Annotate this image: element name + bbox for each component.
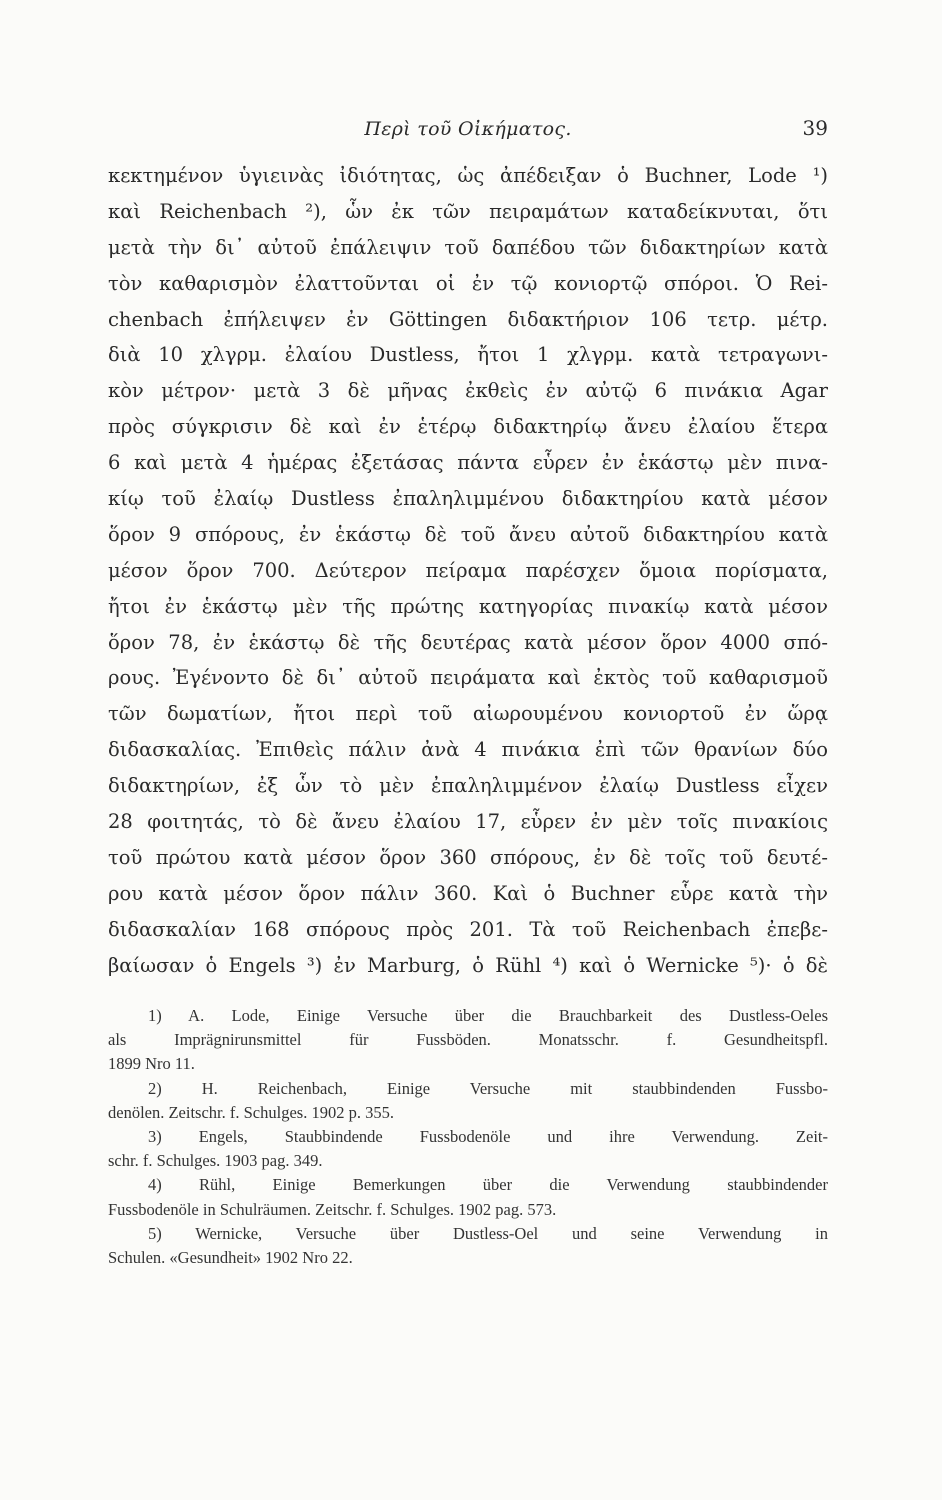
text-line: ρου κατὰ μέσον ὅρον πάλιν 360. Καὶ ὁ Buchner εὗρε κατὰ τὴν <box>108 881 828 905</box>
text-line: κεκτημένον ὑγιεινὰς ἰδιότητας, ὡς ἀπέδειξαν ὁ Buchner, Lode ¹) <box>108 164 828 187</box>
text-line: ἤτοι ἐν ἑκάστῳ μὲν τῆς πρώτης κατηγορίας πινακίῳ κατὰ μέσον <box>108 594 828 618</box>
text-line: μετὰ τὴν δι᾽ αὐτοῦ ἐπάλειψιν τοῦ δαπέδου τῶν διδακτηρίων κατὰ <box>108 235 828 259</box>
text-line: ὅρον 9 σπόρους, ἐν ἑκάστῳ δὲ τοῦ ἄνευ αὐτοῦ διδακτηρίου κατὰ <box>108 522 828 546</box>
running-title: Περὶ τοῦ Οἰκήματος. <box>364 118 572 140</box>
text-line: τὸν καθαρισμὸν ἐλαττοῦνται οἱ ἐν τῷ κονιορτῷ σπόροι. Ὁ Rei- <box>108 271 828 295</box>
footnote-line: 3) Engels, Staubbindende Fussbodenöle und ihre Verwendung. Zeit- <box>148 1126 828 1146</box>
running-head <box>108 112 828 142</box>
text-line: πρὸς σύγκρισιν δὲ καὶ ἐν ἑτέρῳ διδακτηρίῳ ἄνευ ἐλαίου ἕτερα <box>108 415 828 439</box>
body-text <box>108 158 828 983</box>
text-line: διδασκαλίας. Ἐπιθεὶς πάλιν ἀνὰ 4 πινάκια ἐπὶ τῶν θρανίων δύο <box>108 738 828 762</box>
text-line: διδασκαλίαν 168 σπόρους πρὸς 201. Τὰ τοῦ Reichenbach ἐπεβε- <box>108 917 828 941</box>
text-line: καὶ Reichenbach ²), ὧν ἐκ τῶν πειραμάτων καταδείκνυται, ὅτι <box>108 199 828 223</box>
footnote-line: denölen. Zeitschr. f. Schulges. 1902 p. 355. <box>108 1102 394 1122</box>
footnote-line: 1899 Nro 11. <box>108 1054 195 1074</box>
text-line: chenbach ἐπήλειψεν ἐν Göttingen διδακτήριον 106 τετρ. μέτρ. <box>108 307 828 331</box>
page-number: 39 <box>802 116 828 140</box>
footnote-line: als Imprägnirunsmittel für Fussböden. Monatsschr. f. Gesundheitspfl. <box>108 1030 828 1050</box>
text-line: τοῦ πρώτου κατὰ μέσον ὅρον 360 σπόρους, ἐν δὲ τοῖς τοῦ δευτέ- <box>108 845 828 869</box>
footnote-line: Fussbodenöle in Schulräumen. Zeitschr. f. Schulges. 1902 pag. 573. <box>108 1199 557 1219</box>
text-line: διδακτηρίων, ἐξ ὧν τὸ μὲν ἐπαληλιμμένον ἐλαίῳ Dustless εἶχεν <box>108 774 828 798</box>
text-line: κίῳ τοῦ ἐλαίῳ Dustless ἐπαληλιμμένου διδακτηρίου κατὰ μέσον <box>108 487 828 511</box>
footnotes <box>108 1004 828 1270</box>
text-line: ρους. Ἐγένοντο δὲ δι᾽ αὐτοῦ πειράματα καὶ ἐκτὸς τοῦ καθαρισμοῦ <box>108 666 828 690</box>
text-line: μέσον ὅρον 700. Δεύτερον πείραμα παρέσχεν ὅμοια πορίσματα, <box>108 558 828 582</box>
footnote-line: schr. f. Schulges. 1903 pag. 349. <box>108 1151 323 1171</box>
text-line: κὸν μέτρον· μετὰ 3 δὲ μῆνας ἐκθεὶς ἐν αὐτῷ 6 πινάκια Agar <box>108 379 828 403</box>
footnote-line: 2) H. Reichenbach, Einige Versuche mit staubbindenden Fussbo- <box>148 1078 828 1098</box>
text-line: 28 φοιτητάς, τὸ δὲ ἄνευ ἐλαίου 17, εὗρεν ἐν μὲν τοῖς πινακίοις <box>108 810 828 834</box>
footnote-line: 4) Rühl, Einige Bemerkungen über die Verwendung staubbindender <box>148 1175 828 1195</box>
text-line: τῶν δωματίων, ἤτοι περὶ τοῦ αἰωρουμένου κονιορτοῦ ἐν ὥρᾳ <box>108 702 828 726</box>
text-line: βαίωσαν ὁ Engels ³) ἐν Marburg, ὁ Rühl ⁴) καὶ ὁ Wernicke ⁵)· ὁ δὲ <box>108 953 828 977</box>
footnote-line: 1) A. Lode, Einige Versuche über die Brauchbarkeit des Dustless-Oeles <box>148 1006 828 1025</box>
footnote-line: Schulen. «Gesundheit» 1902 Nro 22. <box>108 1247 353 1267</box>
footnote-line: 5) Wernicke, Versuche über Dustless-Oel und seine Verwendung in <box>148 1223 828 1243</box>
text-line: 6 καὶ μετὰ 4 ἡμέρας ἐξετάσας πάντα εὗρεν ἐν ἑκάστῳ μὲν πινα- <box>108 451 828 475</box>
text-line: ὅρον 78, ἐν ἑκάστῳ δὲ τῆς δευτέρας κατὰ μέσον ὅρον 4000 σπό- <box>108 630 828 654</box>
text-line: διὰ 10 χλγρμ. ἐλαίου Dustless, ἤτοι 1 χλγρμ. κατὰ τετραγωνι- <box>108 343 828 367</box>
